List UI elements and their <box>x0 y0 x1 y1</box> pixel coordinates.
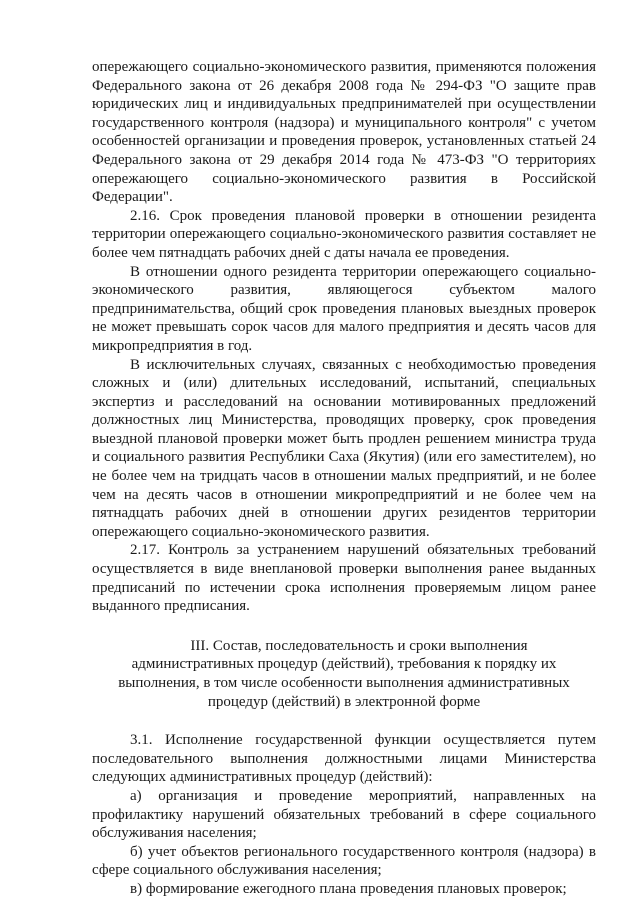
document-page <box>92 58 596 899</box>
paragraph-small-business-term: В отношении одного резидента территории опережающего социально-экономического развития, являющегося субъектом малого предпринимательства, общий срок проведения плановых выездных проверок не может превышать сорок часов для малого предприятия и десять часов для микропредприятия в год. <box>92 263 596 354</box>
section-heading-line: административных процедур (действий), требования к порядку их <box>131 656 557 673</box>
paragraph-exceptional-cases: В исключительных случаях, связанных с необходимостью проведения сложных и (или) длительных исследований, испытаний, специальных экспертиз и расследований на основании мотивированных предложений должностных лиц Министерства, проводящих проверку, срок проведения выездной плановой проверки может быть продлен решением министра труда и социального развития Республики Саха (Якутия) (или его заместителем), но не более чем на тридцать часов в отношении малых предприятий, и не более чем на десять часов в отношении микропредприятий и не более чем на пятнадцать рабочих дней в отношении других резидентов территории опережающего социально-экономического развития. <box>92 356 596 540</box>
paragraph-3-1: 3.1. Исполнение государственной функции осуществляется путем последовательного выполнения должностными лицами Министерства следующих административных процедур (действий): <box>92 732 596 786</box>
paragraph-continuation: опережающего социально-экономического развития, применяются положения Федерального закона от 26 декабря 2008 года № 294-ФЗ "О защите прав юридических лиц и индивидуальных предпринимателей при осуществлении государственного контроля (надзора) и муниципального контроля" с учетом особенностей организации и проведения проверок, установленных статьей 24 Федерального закона от 29 декабря 2014 года № 473-ФЗ "О территориях опережающего социально-экономического развития в Российской Федерации". <box>92 59 596 206</box>
section-heading-line: III. Состав, последовательность и сроки выполнения <box>190 637 528 654</box>
section-heading <box>92 637 596 711</box>
section-heading-line: процедур (действий) в электронной форме <box>207 693 481 710</box>
paragraph-2-17: 2.17. Контроль за устранением нарушений обязательных требований осуществляется в виде внеплановой проверки выполнения ранее выданных предписаний по истечении срока исполнения проверяемым лицом ранее выданного предписания. <box>92 542 596 615</box>
section-heading-line: выполнения, в том числе особенности выполнения административных <box>118 675 570 691</box>
list-item-a: а) организация и проведение мероприятий, направленных на профилактику нарушений обязательных требований в сфере социального обслуживания населения; <box>92 787 596 842</box>
list-item-b: б) учет объектов регионального государственного контроля (надзора) в сфере социального обслуживания населения; <box>92 843 596 879</box>
paragraph-2-16: 2.16. Срок проведения плановой проверки в отношении резидента территории опережающего социально-экономического развития составляет не более чем пятнадцать рабочих дней с даты начала ее проведения. <box>92 207 596 261</box>
list-item-c: в) формирование ежегодного плана проведения плановых проверок; <box>130 880 567 897</box>
